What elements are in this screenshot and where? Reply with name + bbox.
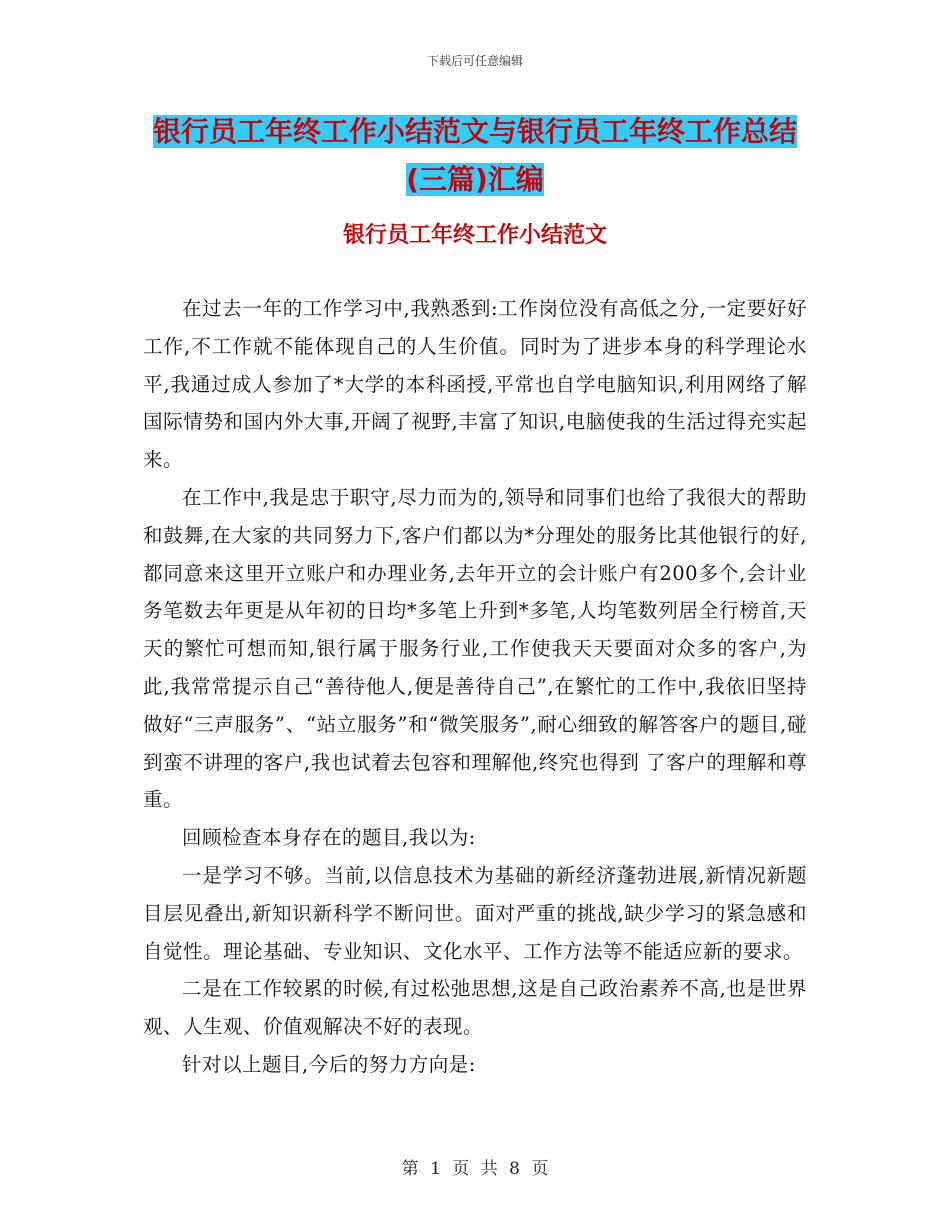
page-footer: 第 1 页 共 8 页 <box>401 1159 549 1179</box>
paragraph: 一是学习不够。当前,以信息技术为基础的新经济蓬勃进展,新情况新题目层见叠出,新知识新科学不断问世。面对严重的挑战,缺少学习的紧急感和自觉性。理论基础、专业知识、文化水平、工作方法等不能适应新的要求。 <box>143 863 807 963</box>
body-text <box>143 290 807 1084</box>
section-title: 银行员工年终工作小结范文 <box>342 223 607 248</box>
paragraph: 二是在工作较累的时候,有过松弛思想,这是自己政治素养不高,也是世界观、人生观、价值观解决不好的表现。 <box>143 977 807 1039</box>
paragraph: 在过去一年的工作学习中,我熟悉到:工作岗位没有高低之分,一定要好好工作,不工作就不能体现自己的人生价值。同时为了进步本身的科学理论水平,我通过成人参加了*大学的本科函授,平常也自学电脑知识,利用网络了解国际情势和国内外大事,开阔了视野,丰富了知识,电脑使我的生活过得充实起来。 <box>143 297 807 472</box>
paragraph: 针对以上题目,今后的努力方向是: <box>182 1052 476 1076</box>
title-line-2: (三篇)汇编 <box>406 163 544 196</box>
paragraph: 回顾检查本身存在的题目,我以为: <box>182 826 476 850</box>
document-title <box>140 108 810 204</box>
paragraph: 在工作中,我是忠于职守,尽力而为的,领导和同事们也给了我很大的帮助和鼓舞,在大家的共同努力下,客户们都以为*分理处的服务比其他银行的好,都同意来这里开立账户和办理业务,去年开立的会计账户有200多个,会计业务笔数去年更是从年初的日均*多笔上升到*多笔,人均笔数列居全行榜首,天天的繁忙可想而知,银行属于服务行业,工作使我天天要面对众多的客户,为此,我常常提示自己“善待他人,便是善待自己”,在繁忙的工作中,我依旧坚持做好“三声服务”、“站立服务”和“微笑服务”,耐心细致的解答客户的题目,碰到蛮不讲理的客户,我也试着去包容和理解他,终究也得到 了客户的理解和尊重。 <box>143 485 807 812</box>
header-note: 下载后可任意编辑 <box>426 54 523 68</box>
title-line-1: 银行员工年终工作小结范文与银行员工年终工作总结 <box>152 115 797 148</box>
